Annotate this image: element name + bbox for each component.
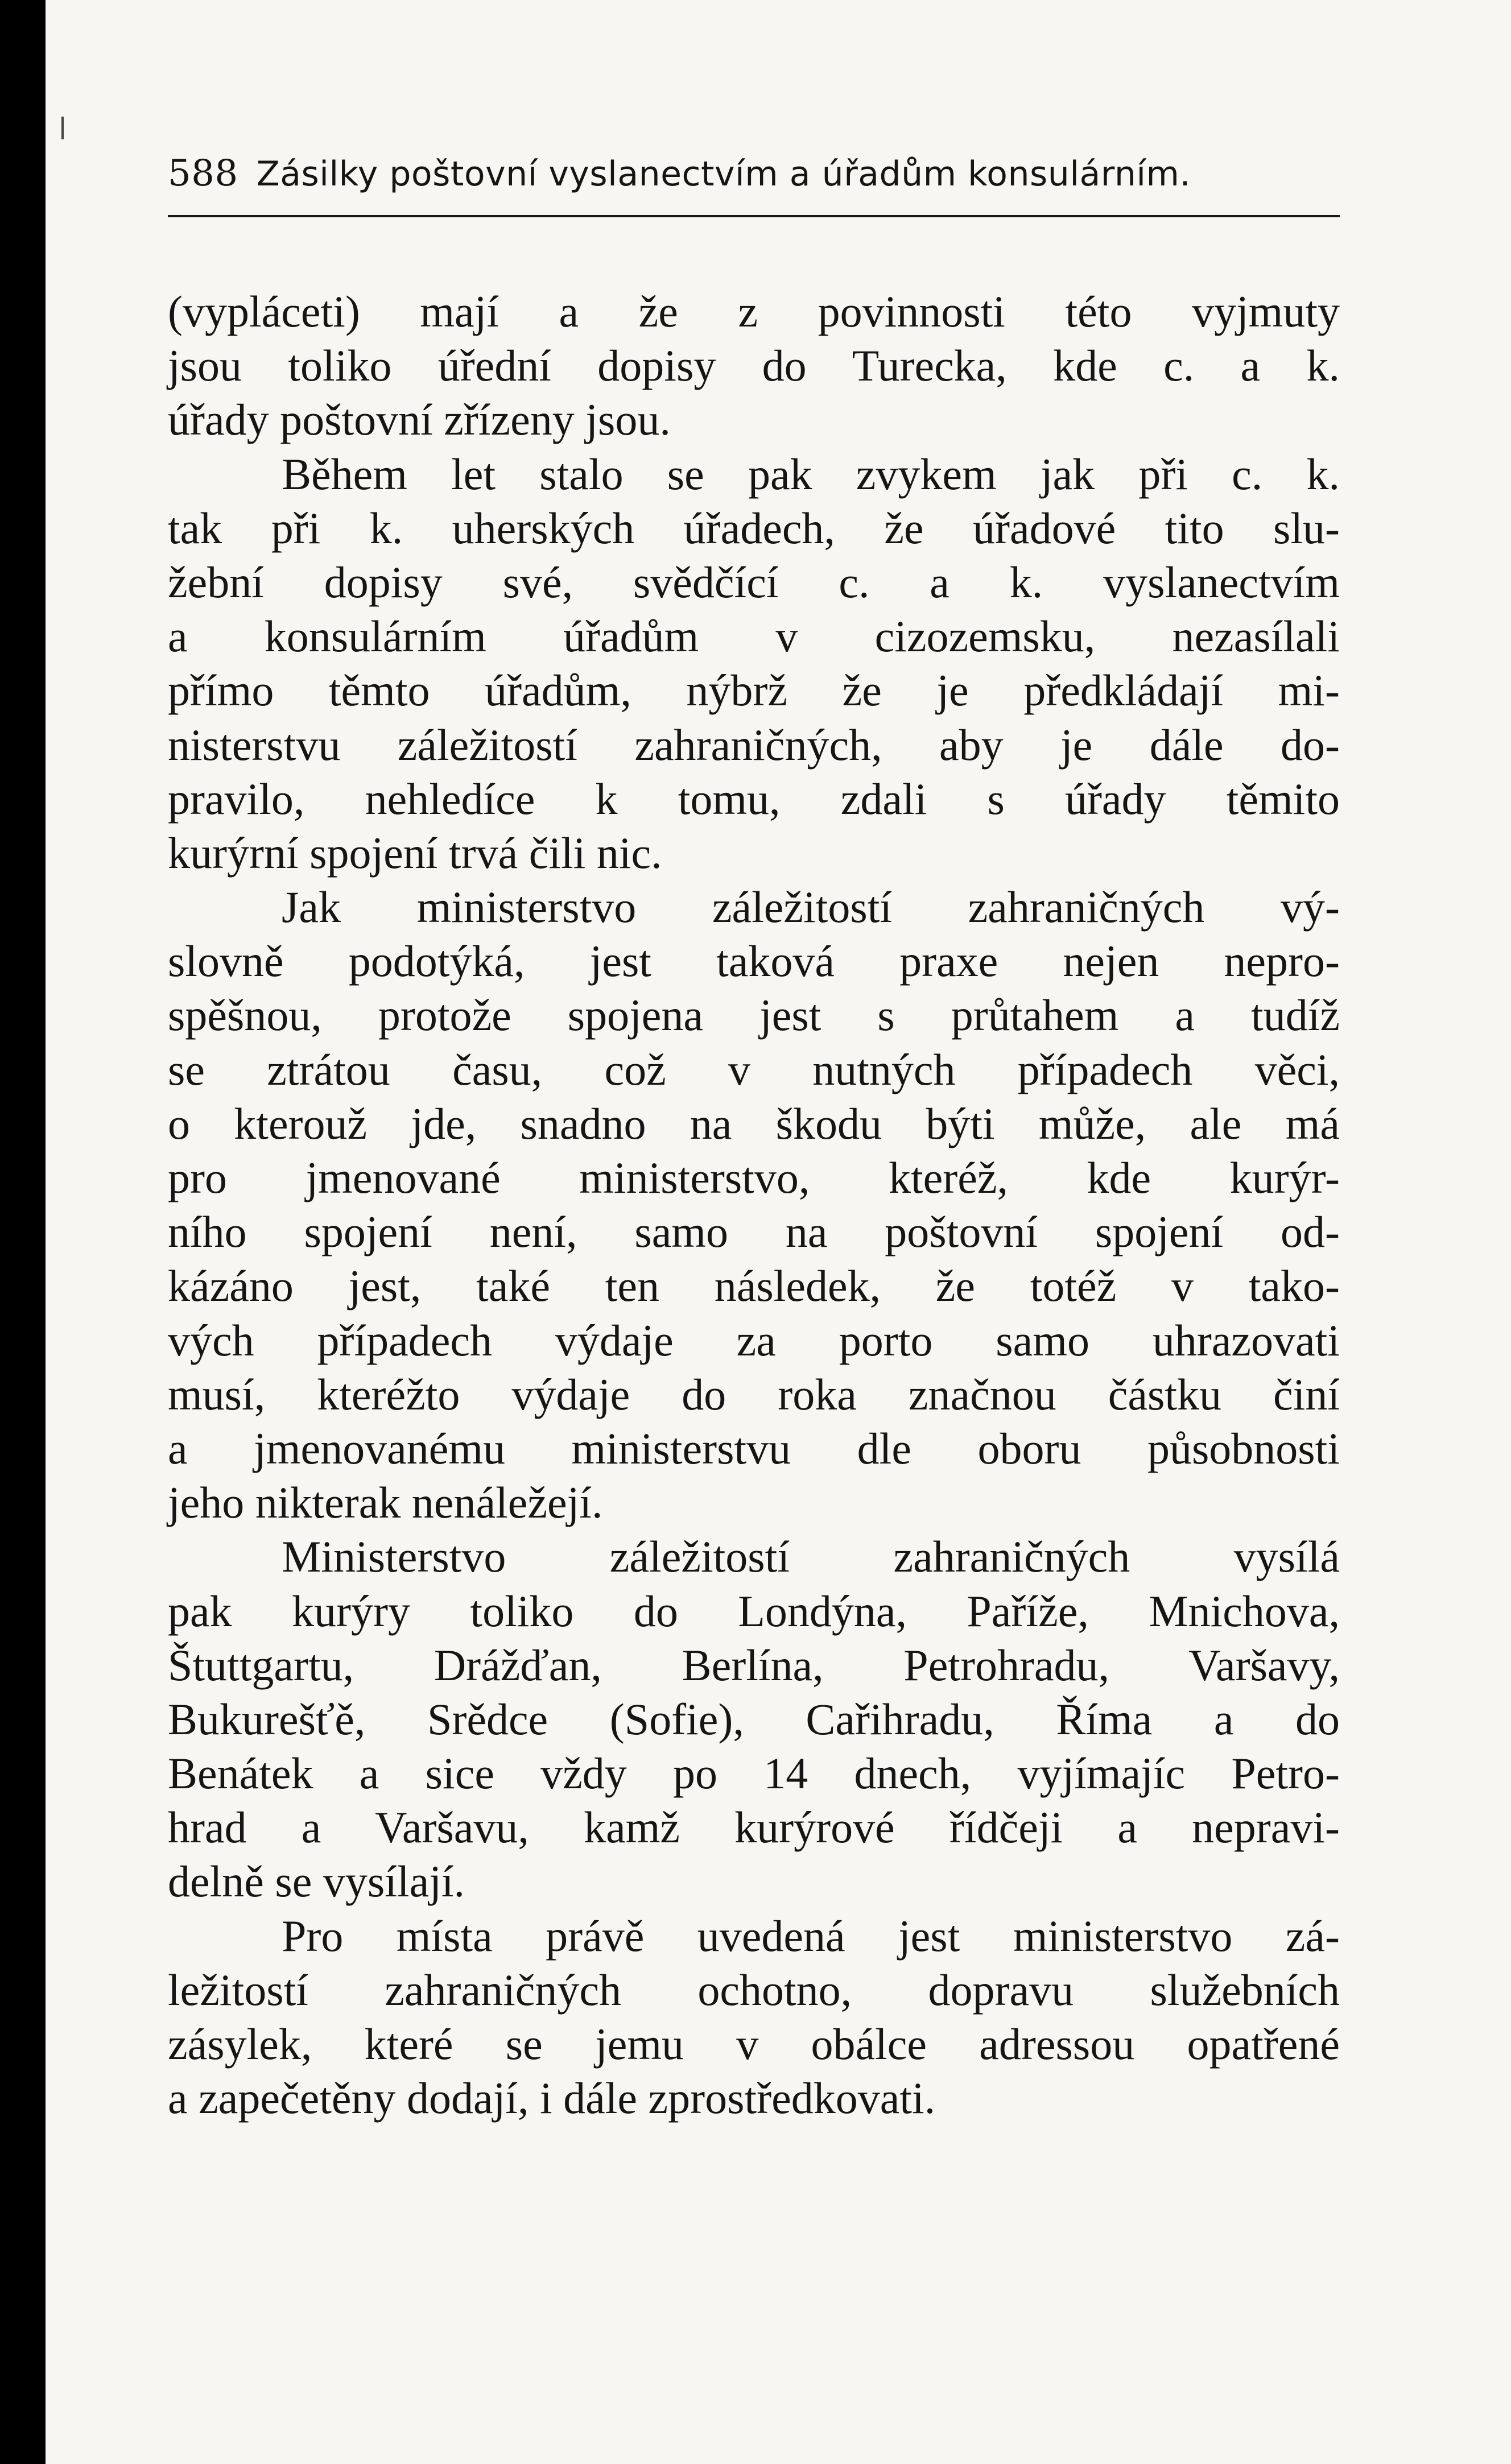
text-line: a zapečetěny dodají, i dále zprostředkovati. — [168, 2073, 936, 2123]
page-edge-mark — [61, 117, 64, 139]
text-line: kurýrní spojení trvá čili nic. — [168, 828, 662, 878]
text-line: pravilo, nehledíce k tomu, zdali s úřady těmito — [168, 774, 1340, 824]
book-page — [46, 0, 1511, 2464]
text-line: přímo těmto úřadům, nýbrž že je předkládají mi- — [168, 665, 1340, 716]
text-line: ního spojení není, samo na poštovní spojení od- — [168, 1207, 1340, 1257]
text-line: Štuttgartu, Drážďan, Berlína, Petrohradu, Varšavy, — [168, 1640, 1340, 1690]
text-line: nisterstvu záležitostí zahraničných, aby je dále do- — [168, 720, 1340, 770]
text-line: Pro místa právě uvedená jest ministerstvo zá- — [282, 1911, 1340, 1961]
running-header — [168, 151, 1340, 197]
page-number: 588 — [168, 152, 238, 195]
paragraph-2 — [168, 447, 1340, 880]
paragraph-5 — [168, 1909, 1340, 2126]
header-rule — [168, 215, 1340, 217]
text-line: Ministerstvo záležitostí zahraničných vysílá — [282, 1532, 1340, 1582]
text-line: žební dopisy své, svědčící c. a k. vyslanectvím — [168, 557, 1340, 607]
text-line: úřady poštovní zřízeny jsou. — [168, 395, 671, 445]
running-title: Zásilky poštovní vyslanectvím a úřadům konsulárním. — [256, 154, 1191, 194]
text-line: pak kurýry toliko do Londýna, Paříže, Mnichova, — [168, 1586, 1340, 1636]
text-line: tak při k. uherských úřadech, že úřadové tito slu- — [168, 503, 1340, 553]
text-line: slovně podotýká, jest taková praxe nejen nepro- — [168, 936, 1340, 986]
paragraph-1 — [168, 284, 1340, 447]
text-line: jsou toliko úřední dopisy do Turecka, kde c. a k. — [168, 341, 1340, 391]
text-line: ležitostí zahraničných ochotno, dopravu služebních — [168, 1965, 1340, 2015]
text-line: Bukurešťě, Srědce (Sofie), Cařihradu, Říma a do — [168, 1694, 1340, 1744]
text-line: kázáno jest, také ten následek, že totéž v tako- — [168, 1261, 1340, 1311]
text-line: pro jmenované ministerstvo, kteréž, kde kurýr- — [168, 1153, 1340, 1202]
text-line: vých případech výdaje za porto samo uhrazovati — [168, 1315, 1340, 1365]
text-line: Během let stalo se pak zvykem jak při c. k. — [282, 449, 1340, 499]
text-line: spěšnou, protože spojena jest s průtahem a tudíž — [168, 990, 1340, 1040]
text-line: zásylek, které se jemu v obálce adressou opatřené — [168, 2019, 1340, 2069]
text-line: o kterouž jde, snadno na škodu býti může, ale má — [168, 1098, 1340, 1148]
text-line: a jmenovanému ministerstvu dle oboru působnosti — [168, 1423, 1340, 1473]
text-line: delně se vysílají. — [168, 1857, 465, 1907]
text-line: musí, kteréžto výdaje do roka značnou částku činí — [168, 1369, 1340, 1419]
text-line: hrad a Varšavu, kamž kurýrové řídčeji a nepravi- — [168, 1802, 1340, 1853]
text-line: se ztrátou času, což v nutných případech věci, — [168, 1044, 1340, 1094]
text-line: Jak ministerstvo záležitostí zahraničných vý- — [282, 882, 1340, 932]
text-line: (vypláceti) mají a že z povinnosti této vyjmuty — [168, 287, 1340, 336]
paragraph-4 — [168, 1529, 1340, 1908]
text-line: jeho nikterak nenáležejí. — [168, 1478, 603, 1528]
paragraph-3 — [168, 880, 1340, 1529]
text-line: a konsulárním úřadům v cizozemsku, nezasílali — [168, 611, 1340, 662]
text-line: Benátek a sice vždy po 14 dnech, vyjímajíc Petro- — [168, 1748, 1340, 1799]
body-text — [168, 284, 1340, 2125]
